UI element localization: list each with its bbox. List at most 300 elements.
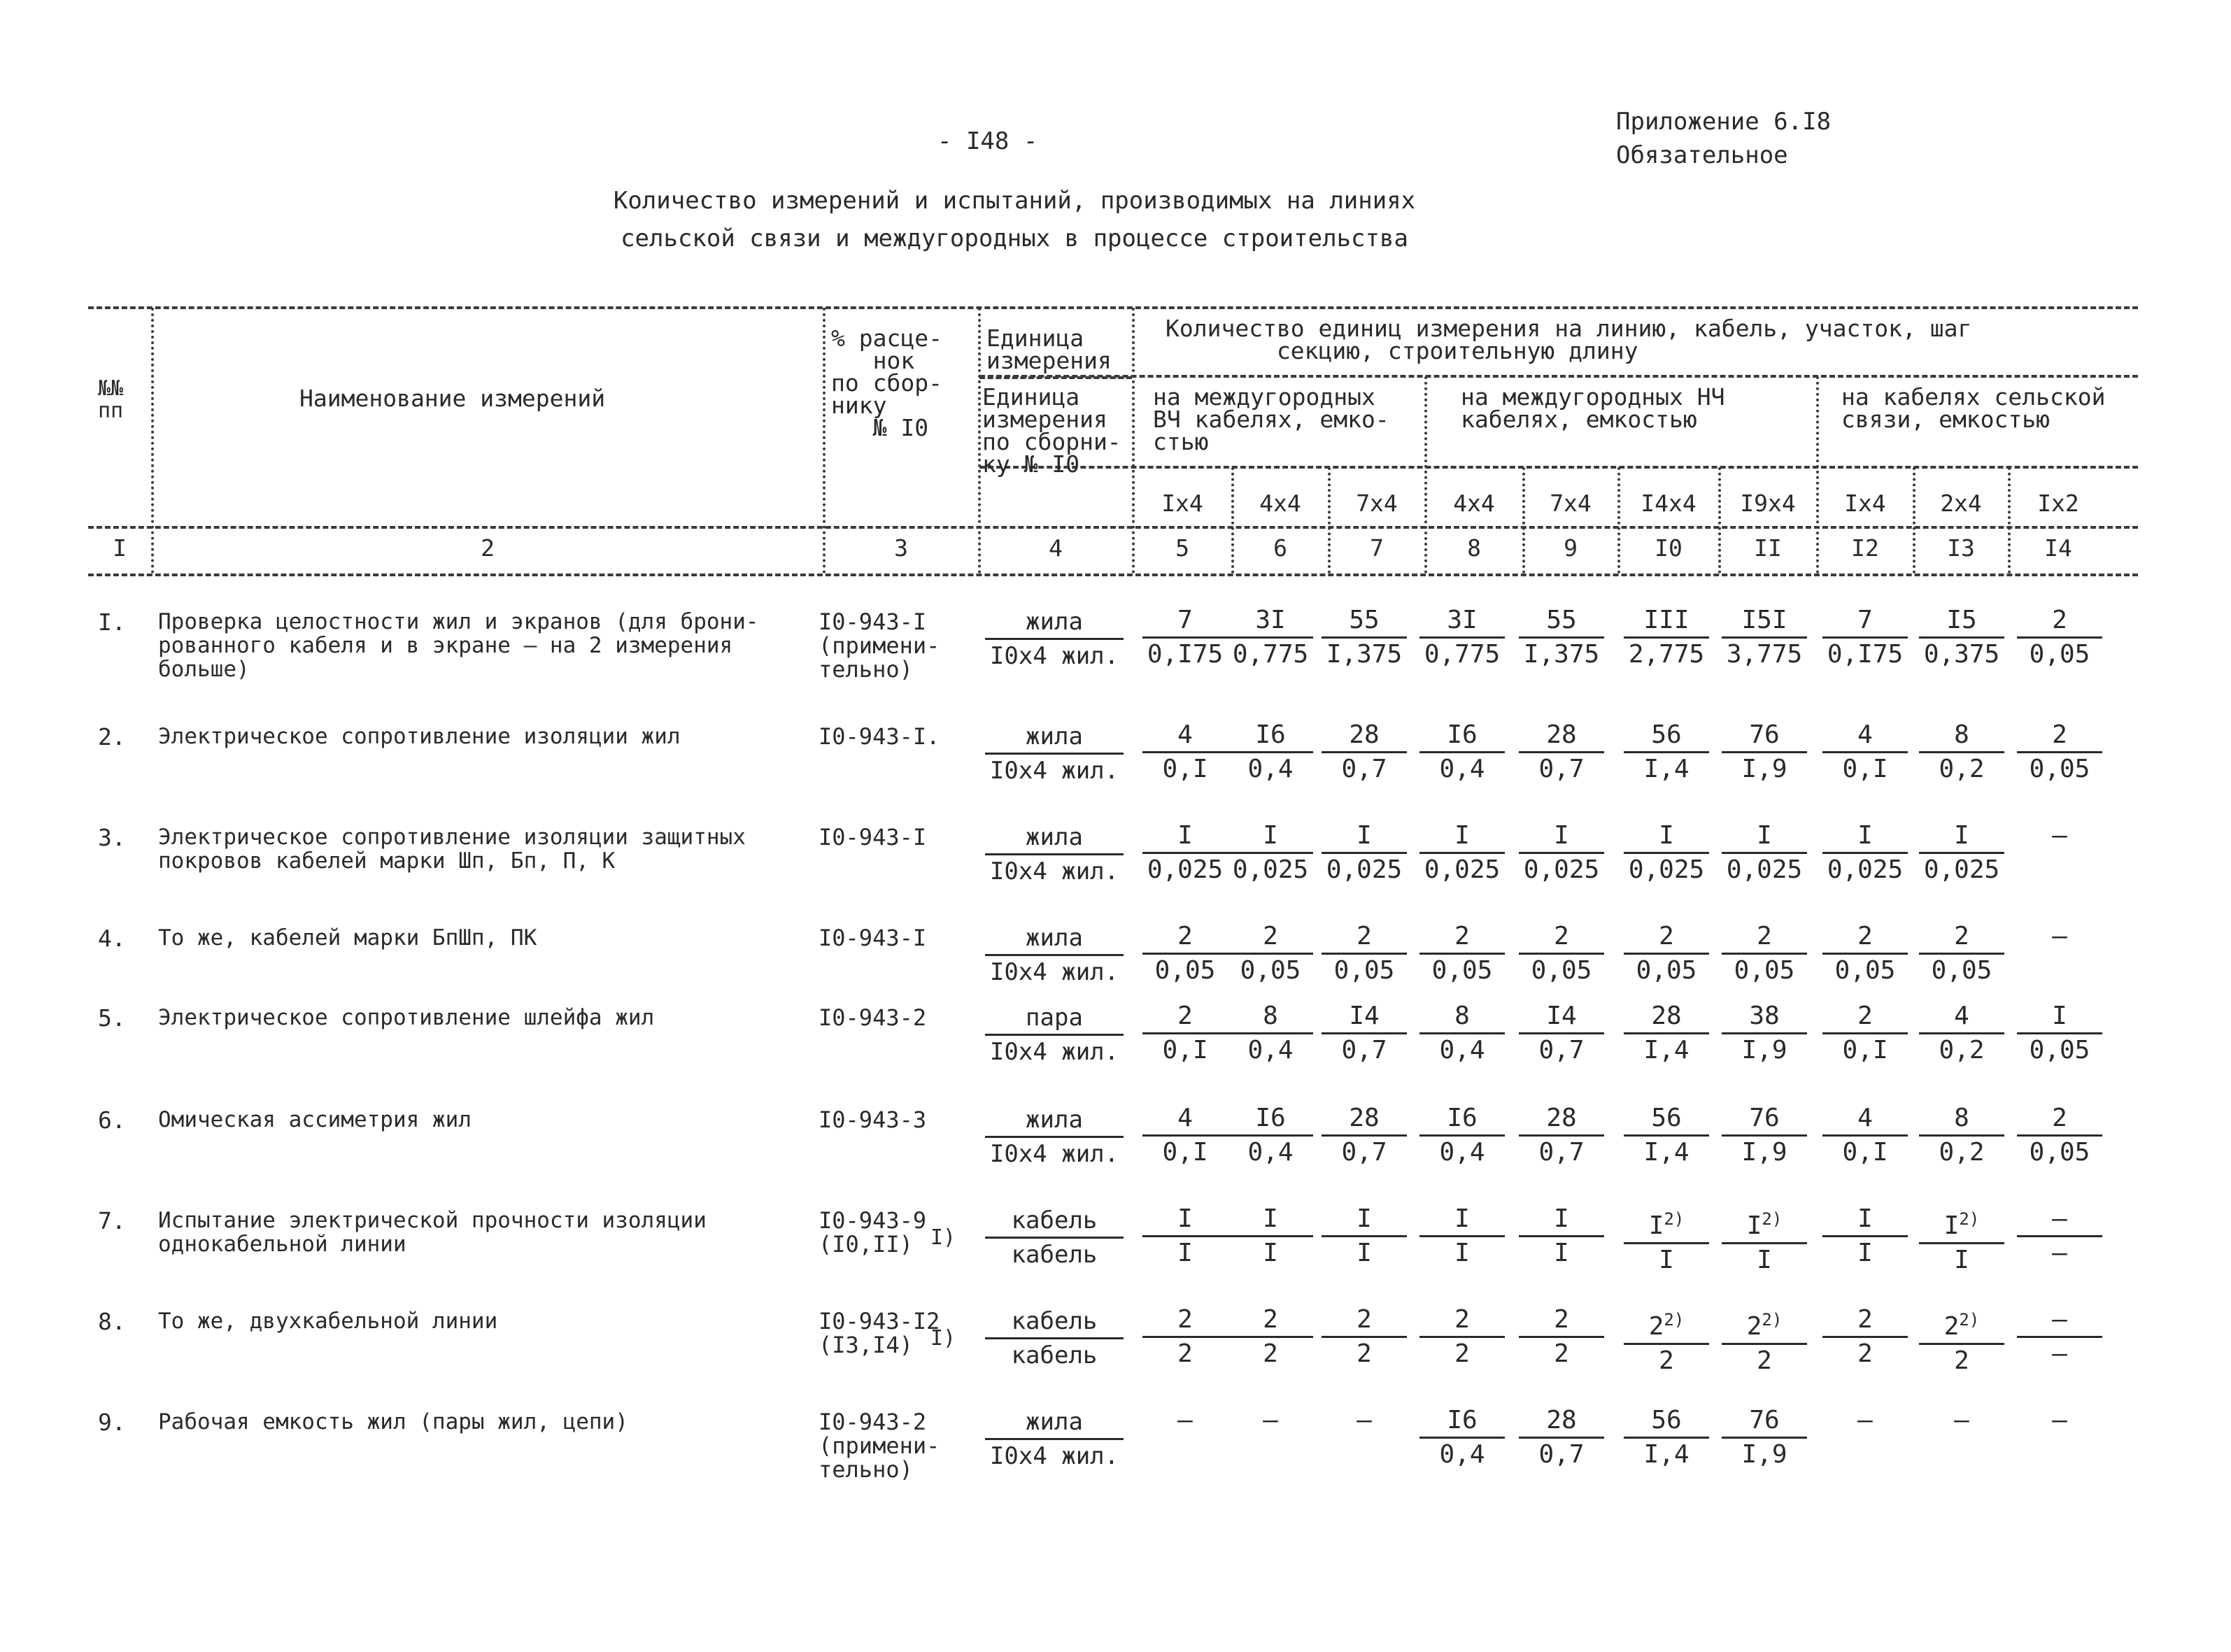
row-name: Электрическое сопротивление изоляции защитных покровов кабелей марки Шп, Бп, П, К <box>158 825 746 874</box>
value-denominator: 0,7 <box>1538 1440 1585 1469</box>
row-code: I0-943-I <box>819 824 927 850</box>
value-denominator: 0,025 <box>1923 855 2000 884</box>
value-cell <box>1509 719 1614 785</box>
value-denominator: I <box>1357 1239 1372 1267</box>
value-cell <box>1712 719 1817 785</box>
value-denominator: I,4 <box>1643 1036 1690 1064</box>
value-numerator: 2 <box>1228 920 1313 955</box>
value-denominator: I,4 <box>1643 1440 1690 1469</box>
colnum-3: 3 <box>894 534 908 562</box>
value-denominator: 0,I <box>1162 755 1208 783</box>
document-title-line1: Количество измерений и испытаний, производимых на линиях <box>613 187 1416 215</box>
unit-denominator: I0х4 жил. <box>989 757 1119 785</box>
value-cell <box>1312 604 1417 671</box>
capacity-8: 4х4 <box>1453 490 1495 517</box>
value-numerator: 2 <box>2017 1102 2102 1137</box>
value-numerator: 76 <box>1722 1404 1807 1439</box>
row-code: I0-943-2 <box>819 1004 927 1031</box>
value-cell <box>1614 820 1719 886</box>
header-unit-top: Единица измерения <box>986 325 1112 374</box>
value-cell <box>1712 1304 1817 1377</box>
value-denominator: 0,05 <box>1431 956 1493 985</box>
unit-numerator: жила <box>985 1104 1124 1138</box>
value-cell <box>1312 1304 1417 1370</box>
value-cell <box>1312 1203 1417 1269</box>
value-denominator: 2 <box>1263 1339 1278 1368</box>
row-name: То же, кабелей марки БпШп, ПК <box>158 925 537 950</box>
value-numerator: 56 <box>1624 1102 1709 1137</box>
value-cell <box>1218 1404 1323 1437</box>
value-numerator: 2$^{2)}$ <box>1722 1304 1807 1345</box>
value-cell <box>1218 820 1323 886</box>
header-quantity: Количество единиц измерения на линию, кабель, участок, шаг секцию, строительную длину <box>1166 315 1972 364</box>
value-cell <box>1218 1000 1323 1067</box>
value-dash: – <box>1857 1406 1873 1434</box>
table-top-rule <box>88 306 2138 309</box>
capacity-rule <box>979 466 2138 469</box>
row-number: 2. <box>98 723 126 750</box>
value-denominator: 0,025 <box>1726 855 1803 884</box>
value-numerator: I6 <box>1228 1102 1313 1137</box>
row-unit <box>974 720 1135 787</box>
value-numerator: I <box>1142 1203 1228 1237</box>
value-numerator: I <box>1919 820 2004 854</box>
value-cell <box>1712 1203 1817 1276</box>
value-cell <box>1712 1404 1817 1471</box>
value-numerator: 7 <box>1822 604 1908 639</box>
value-numerator: 2 <box>1919 920 2004 955</box>
value-numerator: 3I <box>1419 604 1505 639</box>
value-numerator: 2$^{2)}$ <box>1919 1304 2004 1345</box>
row-name: Проверка целостности жил и экранов (для брони- рованного кабеля и в экране – на 2 измерения больше) <box>158 609 759 682</box>
value-numerator: 4 <box>1142 719 1228 753</box>
row-number: 9. <box>98 1409 126 1436</box>
value-denominator: 0,4 <box>1247 1138 1294 1167</box>
value-numerator: $I^{2)}$ <box>1624 1203 1709 1244</box>
value-denominator: I,375 <box>1523 640 1600 669</box>
unit-numerator: жила <box>985 606 1124 640</box>
value-dash: – <box>2052 1406 2067 1434</box>
value-numerator: 2 <box>1822 1000 1908 1034</box>
value-denominator: 0,05 <box>2029 1138 2090 1167</box>
value-denominator: I,9 <box>1741 1440 1787 1469</box>
value-numerator: I4 <box>1322 1000 1407 1034</box>
colnum-5: 5 <box>1175 534 1189 562</box>
value-denominator: 0,4 <box>1439 755 1485 783</box>
value-denominator: 0,7 <box>1538 755 1585 783</box>
value-numerator: 2$^{2)}$ <box>1624 1304 1709 1345</box>
value-numerator: I <box>1228 820 1313 854</box>
value-denominator: 0,I <box>1842 1036 1888 1064</box>
value-cell <box>2007 1203 2112 1269</box>
row-name: Рабочая емкость жил (пары жил, цепи) <box>158 1409 628 1434</box>
value-cell <box>1813 1102 1918 1169</box>
value-cell <box>1410 920 1515 987</box>
unit-numerator: кабель <box>985 1305 1124 1339</box>
value-numerator: 2 <box>1142 920 1228 955</box>
value-denominator: 0,775 <box>1232 640 1309 669</box>
value-denominator: I <box>1757 1246 1772 1274</box>
unit-numerator: пара <box>985 1002 1124 1036</box>
value-denominator: 0,05 <box>1834 956 1896 985</box>
header-bottom-rule <box>88 526 2138 529</box>
row-name: Омическая ассиметрия жил <box>158 1107 472 1132</box>
value-denominator: I <box>1659 1246 1674 1274</box>
value-denominator: 0,05 <box>1531 956 1592 985</box>
unit-denominator: кабель <box>1011 1341 1098 1369</box>
unit-numerator: жила <box>985 720 1124 755</box>
value-numerator: I6 <box>1228 719 1313 753</box>
value-cell <box>1614 604 1719 671</box>
value-numerator: 55 <box>1519 604 1604 639</box>
value-denominator: 0,7 <box>1538 1138 1585 1167</box>
row-unit <box>974 1305 1135 1372</box>
header-num: №№ пп <box>98 376 124 423</box>
value-cell <box>1410 1000 1515 1067</box>
value-denominator: 2 <box>1554 1339 1569 1368</box>
value-numerator: 3I <box>1228 604 1313 639</box>
unit-denominator: I0х4 жил. <box>989 958 1119 986</box>
value-cell <box>1909 1000 2014 1067</box>
capacity-12: Iх4 <box>1844 490 1886 517</box>
value-numerator: I <box>1722 820 1807 854</box>
unit-denominator: I0х4 жил. <box>989 857 1119 885</box>
value-numerator: 2 <box>1519 920 1604 955</box>
value-numerator: 2 <box>1322 920 1407 955</box>
value-cell <box>1509 1304 1614 1370</box>
value-denominator: 0,4 <box>1439 1440 1485 1469</box>
colnum-7: 7 <box>1370 534 1384 562</box>
value-cell <box>1813 820 1918 886</box>
value-denominator: 0,05 <box>2029 1036 2090 1064</box>
value-cell <box>1509 604 1614 671</box>
value-cell <box>1712 820 1817 886</box>
value-numerator: 76 <box>1722 1102 1807 1137</box>
row-code: I0-943-9 (I0,II) <box>819 1207 927 1258</box>
row-number: 4. <box>98 925 126 952</box>
header-group-hf: на междугородных ВЧ кабелях, емко- стью <box>1153 383 1389 455</box>
value-dash: – <box>1263 1406 1278 1434</box>
value-denominator: 0,025 <box>1424 855 1501 884</box>
colnum-2: 2 <box>481 534 495 562</box>
value-denominator: 2 <box>1177 1339 1193 1368</box>
value-numerator: 2 <box>1142 1000 1228 1034</box>
value-numerator: $I^{2)}$ <box>1722 1203 1807 1244</box>
value-numerator: I6 <box>1419 1404 1505 1439</box>
unit-denominator: I0х4 жил. <box>989 642 1119 670</box>
value-denominator: 0,I75 <box>1147 640 1224 669</box>
colnum-10: I0 <box>1655 534 1683 562</box>
value-numerator: 28 <box>1624 1000 1709 1034</box>
value-denominator: I <box>1454 1239 1470 1267</box>
row-code: I0-943-2 (примени- тельно) <box>819 1409 940 1483</box>
value-numerator: 4 <box>1822 1102 1908 1137</box>
value-denominator: – <box>2052 1339 2067 1368</box>
value-cell <box>1509 1203 1614 1269</box>
value-denominator: 0,2 <box>1939 1138 1985 1167</box>
value-numerator: 4 <box>1822 719 1908 753</box>
value-denominator: 0,025 <box>1523 855 1600 884</box>
value-cell <box>1909 820 2014 886</box>
value-denominator: 0,05 <box>1333 956 1395 985</box>
value-denominator: – <box>2052 1239 2067 1267</box>
value-numerator: 2 <box>1142 1304 1228 1338</box>
value-numerator: 8 <box>1919 719 2004 753</box>
row-name: Испытание электрической прочности изоляции однокабельной линии <box>158 1208 707 1257</box>
value-denominator: 0,05 <box>2029 755 2090 783</box>
value-numerator: 2 <box>1419 1304 1505 1338</box>
value-numerator: 8 <box>1419 1000 1505 1034</box>
value-denominator: I,9 <box>1741 1138 1787 1167</box>
value-numerator: 56 <box>1624 719 1709 753</box>
value-denominator: 0,775 <box>1424 640 1501 669</box>
value-denominator: 0,7 <box>1538 1036 1585 1064</box>
value-denominator: 0,375 <box>1923 640 2000 669</box>
value-numerator: I <box>1419 1203 1505 1237</box>
value-numerator: 28 <box>1519 1404 1604 1439</box>
value-cell <box>1909 1404 2014 1437</box>
value-denominator: 0,05 <box>2029 640 2090 669</box>
value-numerator: I6 <box>1419 1102 1505 1137</box>
value-cell <box>1909 1102 2014 1169</box>
value-numerator: I <box>1822 1203 1908 1237</box>
value-numerator: I4 <box>1519 1000 1604 1034</box>
value-numerator: 8 <box>1919 1102 2004 1137</box>
row-unit <box>974 1104 1135 1170</box>
value-cell <box>2007 1000 2112 1067</box>
value-cell <box>2007 1304 2112 1370</box>
unit-denominator: I0х4 жил. <box>989 1140 1119 1168</box>
value-denominator: 0,I <box>1162 1138 1208 1167</box>
value-cell <box>1813 719 1918 785</box>
value-numerator: III <box>1624 604 1709 639</box>
value-denominator: 3,775 <box>1726 640 1803 669</box>
value-numerator: 55 <box>1322 604 1407 639</box>
value-numerator: I <box>1419 820 1505 854</box>
row-number: 7. <box>98 1207 126 1234</box>
unit-numerator: жила <box>985 821 1124 855</box>
value-numerator: – <box>2017 1304 2102 1338</box>
unit-denominator: I0х4 жил. <box>989 1038 1119 1066</box>
value-numerator: 56 <box>1624 1404 1709 1439</box>
row-code: I0-943-I. <box>819 723 940 750</box>
row-number: I. <box>98 608 126 636</box>
document-title-line2: сельской связи и междугородных в процессе строительства <box>621 225 1408 252</box>
colnum-13: I3 <box>1947 534 1975 562</box>
value-cell <box>1813 1203 1918 1269</box>
value-denominator: 0,05 <box>1636 956 1697 985</box>
value-numerator: I <box>1322 1203 1407 1237</box>
value-denominator: 0,025 <box>1147 855 1224 884</box>
value-numerator: 2 <box>1822 920 1908 955</box>
colnum-4: 4 <box>1049 534 1063 562</box>
value-cell <box>1312 1404 1417 1437</box>
value-cell <box>1614 920 1719 987</box>
value-denominator: 0,025 <box>1628 855 1705 884</box>
value-denominator: 0,4 <box>1247 1036 1294 1064</box>
value-numerator: 2 <box>1419 920 1505 955</box>
value-dash: – <box>2052 922 2067 950</box>
value-denominator: I,4 <box>1643 755 1690 783</box>
value-denominator: 2 <box>1357 1339 1372 1368</box>
header-group-rural: на кабелях сельской связи, емкостью <box>1841 383 2106 433</box>
value-denominator: 0,7 <box>1341 755 1387 783</box>
value-denominator: 0,05 <box>1734 956 1795 985</box>
value-denominator: I <box>1263 1239 1278 1267</box>
colnum-bottom-rule <box>88 574 2138 576</box>
value-denominator: I,4 <box>1643 1138 1690 1167</box>
value-numerator: I <box>2017 1000 2102 1034</box>
value-numerator: I <box>1228 1203 1313 1237</box>
value-denominator: 0,4 <box>1439 1036 1485 1064</box>
value-cell <box>1712 604 1817 671</box>
value-cell <box>1509 920 1614 987</box>
capacity-13: 2х4 <box>1940 490 1982 517</box>
row-unit <box>974 1002 1135 1068</box>
colnum-11: II <box>1754 534 1782 562</box>
value-denominator: 0,025 <box>1827 855 1904 884</box>
row-code: I0-943-I2 (I3,I4) <box>819 1308 940 1358</box>
value-numerator: I <box>1519 1203 1604 1237</box>
value-cell <box>1312 1102 1417 1169</box>
value-denominator: 2 <box>1454 1339 1470 1368</box>
colnum-6: 6 <box>1273 534 1287 562</box>
value-cell <box>1218 1203 1323 1269</box>
capacity-5: Iх4 <box>1161 490 1203 517</box>
value-cell <box>1813 1000 1918 1067</box>
colnum-1: I <box>113 534 127 562</box>
unit-numerator: жила <box>985 922 1124 956</box>
value-numerator: 2 <box>1228 1304 1313 1338</box>
row-unit <box>974 922 1135 988</box>
col-sep-4 <box>1132 308 1135 574</box>
colnum-12: I2 <box>1851 534 1879 562</box>
value-cell <box>1509 1404 1614 1471</box>
value-denominator: I <box>1177 1239 1193 1267</box>
value-denominator: 2,775 <box>1628 640 1705 669</box>
header-percent: % расце- нок по сбор- нику № I0 <box>831 325 942 441</box>
value-numerator: 2 <box>1722 920 1807 955</box>
value-numerator: 7 <box>1142 604 1228 639</box>
row-name: То же, двухкабельной линии <box>158 1309 498 1334</box>
row-number: 6. <box>98 1106 126 1134</box>
value-denominator: 0,7 <box>1341 1138 1387 1167</box>
value-cell <box>1312 820 1417 886</box>
value-cell <box>1909 920 2014 987</box>
value-cell <box>1509 1000 1614 1067</box>
value-cell <box>1509 1102 1614 1169</box>
value-numerator: 4 <box>1142 1102 1228 1137</box>
row-code: I0-943-3 <box>819 1106 927 1133</box>
unit-numerator: жила <box>985 1406 1124 1440</box>
header-group-lf: на междугородных НЧ кабелях, емкостью <box>1461 383 1725 433</box>
value-numerator: I <box>1624 820 1709 854</box>
value-cell <box>1614 1203 1719 1276</box>
value-denominator: 0,2 <box>1939 1036 1985 1064</box>
col-sep-2 <box>823 308 826 574</box>
value-numerator: 2 <box>1322 1304 1407 1338</box>
value-denominator: 2 <box>1857 1339 1873 1368</box>
value-cell <box>1712 1000 1817 1067</box>
row-name: Электрическое сопротивление изоляции жил <box>158 724 681 749</box>
value-numerator: I <box>1519 820 1604 854</box>
row-code: I0-943-I (примени- тельно) <box>819 608 940 683</box>
value-cell <box>1813 1304 1918 1370</box>
value-denominator: I,9 <box>1741 755 1787 783</box>
header-name: Наименование измерений <box>299 385 606 412</box>
value-numerator: 2 <box>1519 1304 1604 1338</box>
row-number: 5. <box>98 1004 126 1032</box>
value-cell <box>1218 604 1323 671</box>
value-cell <box>1614 1404 1719 1471</box>
value-denominator: 0,7 <box>1341 1036 1387 1064</box>
value-cell <box>1813 1404 1918 1437</box>
value-cell <box>1813 920 1918 987</box>
value-denominator: 0,I <box>1842 755 1888 783</box>
row-unit <box>974 1406 1135 1472</box>
value-numerator: I <box>1322 820 1407 854</box>
value-numerator: I <box>1822 820 1908 854</box>
value-denominator: 0,I75 <box>1827 640 1904 669</box>
value-numerator: 2 <box>2017 719 2102 753</box>
value-cell <box>2007 604 2112 671</box>
value-cell <box>1614 1102 1719 1169</box>
value-cell <box>1410 1203 1515 1269</box>
value-cell <box>2007 1404 2112 1437</box>
capacity-11: I9х4 <box>1740 490 1796 517</box>
value-dash: – <box>1954 1406 1969 1434</box>
value-cell <box>2007 1102 2112 1169</box>
value-cell <box>1410 604 1515 671</box>
value-cell <box>1218 719 1323 785</box>
value-denominator: I <box>1954 1246 1969 1274</box>
value-numerator: 8 <box>1228 1000 1313 1034</box>
row-number: 3. <box>98 824 126 851</box>
value-numerator: I6 <box>1419 719 1505 753</box>
value-dash: – <box>2052 821 2067 850</box>
value-numerator: 4 <box>1919 1000 2004 1034</box>
row-unit <box>974 1204 1135 1271</box>
colnum-8: 8 <box>1467 534 1481 562</box>
value-cell <box>1614 1000 1719 1067</box>
value-cell <box>1312 920 1417 987</box>
value-dash: – <box>1177 1406 1193 1434</box>
page-number: - I48 - <box>937 127 1038 155</box>
unit-numerator: кабель <box>985 1204 1124 1239</box>
value-numerator: 2 <box>1822 1304 1908 1338</box>
value-cell <box>1312 1000 1417 1067</box>
row-code-footnote: I) <box>930 1225 956 1250</box>
row-name: Электрическое сопротивление шлейфа жил <box>158 1005 655 1030</box>
row-code-footnote: I) <box>930 1326 956 1351</box>
colnum-9: 9 <box>1564 534 1578 562</box>
value-denominator: 0,05 <box>1240 956 1301 985</box>
row-code: I0-943-I <box>819 925 927 951</box>
value-cell <box>1909 1203 2014 1276</box>
value-cell <box>1410 1304 1515 1370</box>
value-cell <box>1218 1102 1323 1169</box>
value-denominator: I <box>1554 1239 1569 1267</box>
value-denominator: 0,I <box>1842 1138 1888 1167</box>
value-numerator: 2 <box>1624 920 1709 955</box>
value-numerator: 28 <box>1519 1102 1604 1137</box>
value-numerator: 76 <box>1722 719 1807 753</box>
value-cell <box>1410 820 1515 886</box>
value-numerator: 28 <box>1322 719 1407 753</box>
value-numerator: 28 <box>1519 719 1604 753</box>
value-cell <box>2007 920 2112 953</box>
value-cell <box>1909 1304 2014 1377</box>
